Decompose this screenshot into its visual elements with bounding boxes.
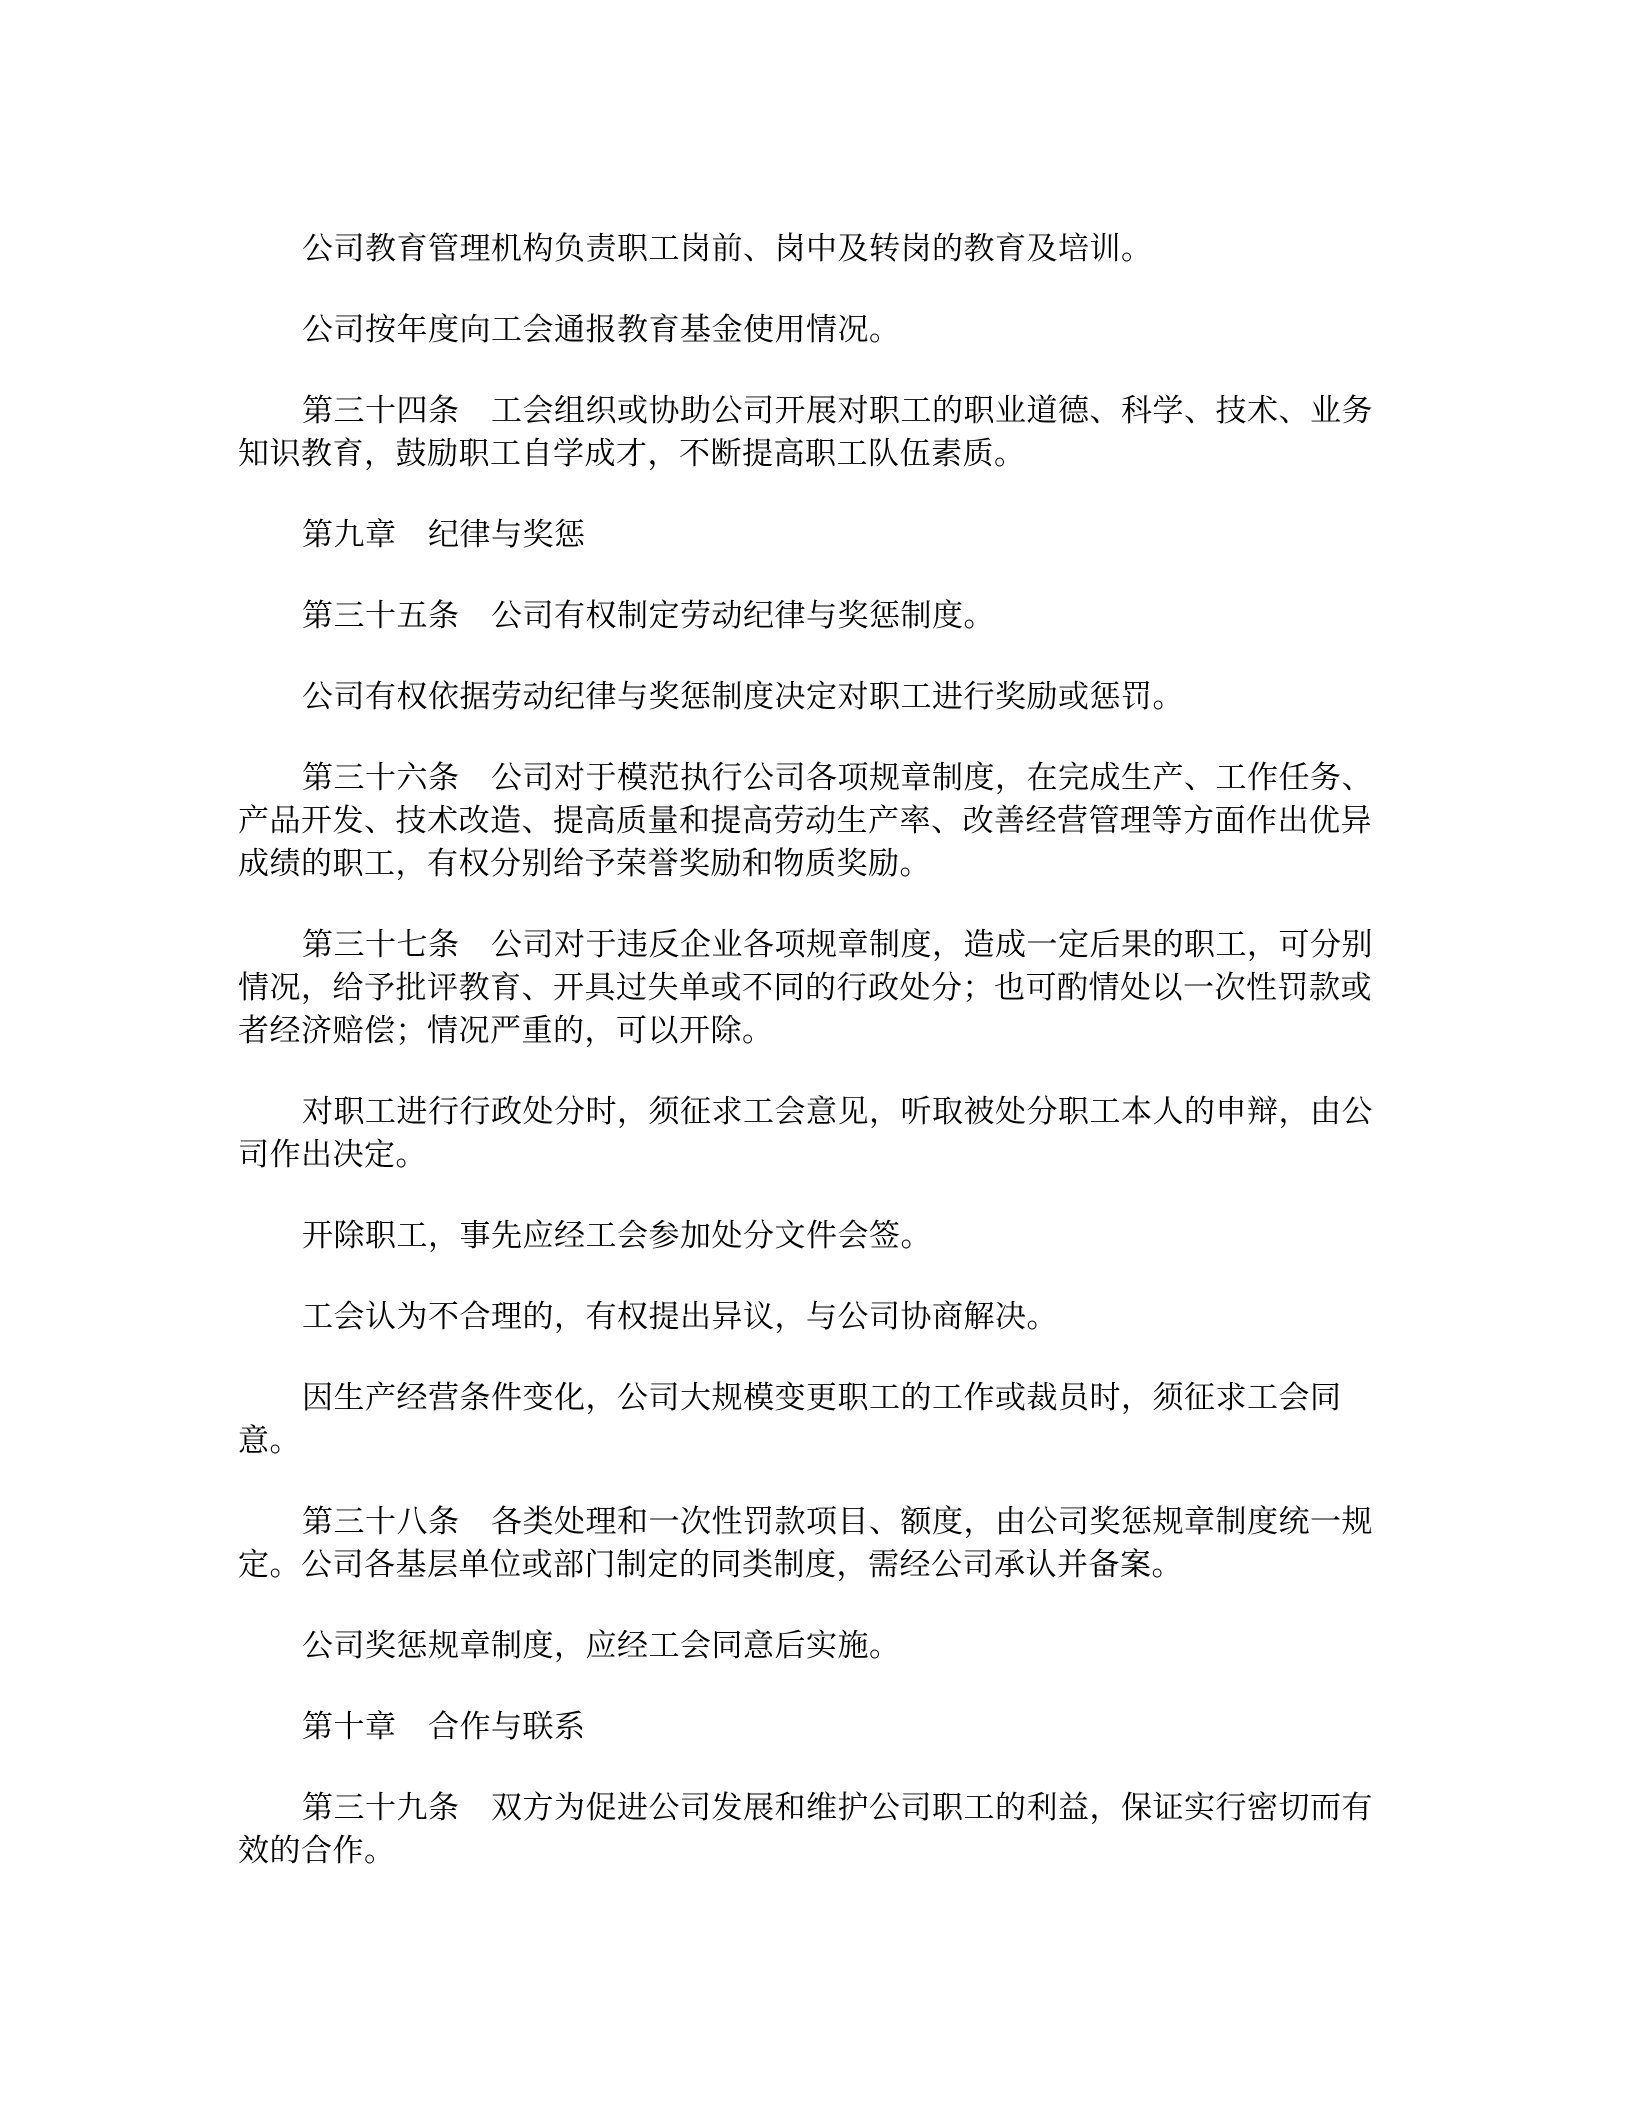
article-35: 第三十五条 公司有权制定劳动纪律与奖惩制度。 (302, 598, 995, 634)
paragraph: 公司按年度向工会通报教育基金使用情况。 (302, 312, 901, 348)
document-body (238, 228, 1394, 1911)
paragraph: 公司教育管理机构负责职工岗前、岗中及转岗的教育及培训。 (302, 231, 1153, 267)
paragraph: 公司有权依据劳动纪律与奖惩制度决定对职工进行奖励或惩罚。 (302, 679, 1184, 715)
article-37: 第三十七条 公司对于违反企业各项规章制度，造成一定后果的职工，可分别情况，给予批评教育、开具过失单或不同的行政处分；也可酌情处以一次性罚款或者经济赔偿；情况严重的，可以开除。 (238, 927, 1373, 1049)
article-39: 第三十九条 双方为促进公司发展和维护公司职工的利益，保证实行密切而有效的合作。 (238, 1790, 1373, 1869)
paragraph: 工会认为不合理的，有权提出异议，与公司协商解决。 (302, 1299, 1058, 1335)
paragraph: 对职工进行行政处分时，须征求工会意见，听取被处分职工本人的申辩，由公司作出决定。 (238, 1094, 1373, 1173)
paragraph: 公司奖惩规章制度，应经工会同意后实施。 (302, 1628, 901, 1664)
article-38: 第三十八条 各类处理和一次性罚款项目、额度，由公司奖惩规章制度统一规定。公司各基层单位或部门制定的同类制度，需经公司承认并备案。 (238, 1504, 1373, 1583)
paragraph: 因生产经营条件变化，公司大规模变更职工的工作或裁员时，须征求工会同意。 (238, 1380, 1342, 1459)
chapter-9-heading: 第九章 纪律与奖惩 (302, 517, 586, 553)
chapter-10-heading: 第十章 合作与联系 (302, 1709, 586, 1745)
article-36: 第三十六条 公司对于模范执行公司各项规章制度，在完成生产、工作任务、产品开发、技术改造、提高质量和提高劳动生产率、改善经营管理等方面作出优异成绩的职工，有权分别给予荣誉奖励和物质奖励。 (238, 760, 1373, 882)
paragraph: 开除职工，事先应经工会参加处分文件会签。 (302, 1218, 932, 1254)
article-34: 第三十四条 工会组织或协助公司开展对职工的职业道德、科学、技术、业务知识教育，鼓励职工自学成才，不断提高职工队伍素质。 (238, 393, 1373, 472)
